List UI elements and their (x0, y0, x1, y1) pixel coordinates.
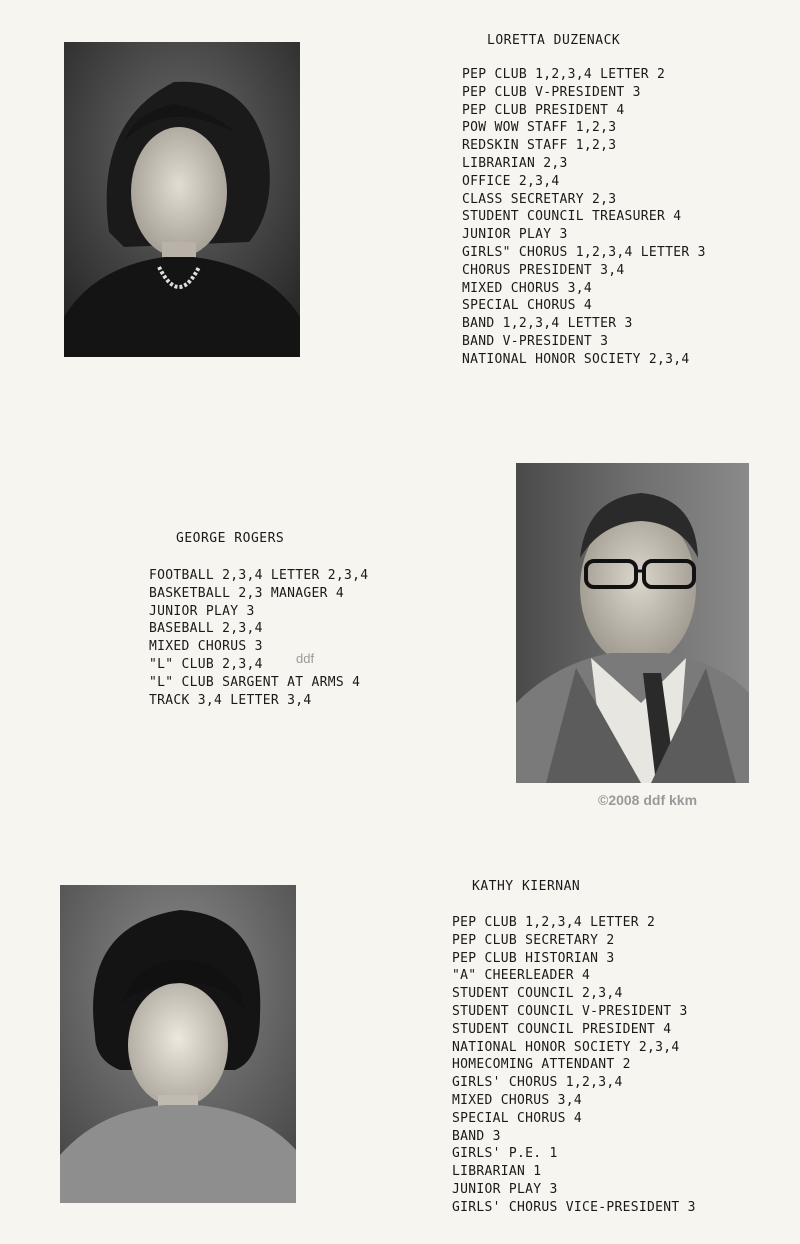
activity-item: STUDENT COUNCIL TREASURER 4 (462, 209, 682, 225)
portrait-kathy-kiernan (60, 885, 296, 1203)
activity-item: JUNIOR PLAY 3 (462, 227, 568, 243)
activity-item: LIBRARIAN 2,3 (462, 155, 568, 171)
activity-item: JUNIOR PLAY 3 (452, 1181, 558, 1197)
activity-item: MIXED CHORUS 3,4 (462, 280, 593, 296)
activity-item: HOMECOMING ATTENDANT 2 (452, 1057, 631, 1073)
activity-list-kathy (452, 914, 696, 1217)
activity-item: "A" CHEERLEADER 4 (452, 968, 591, 984)
activity-item: PEP CLUB SECRETARY 2 (452, 932, 615, 948)
activity-item: BAND 1,2,3,4 LETTER 3 (462, 316, 633, 332)
activity-item: SPECIAL CHORUS 4 (452, 1110, 583, 1126)
activity-item: CHORUS PRESIDENT 3,4 (462, 262, 625, 278)
activity-item: STUDENT COUNCIL V-PRESIDENT 3 (452, 1003, 688, 1019)
activity-item: POW WOW STAFF 1,2,3 (462, 120, 617, 136)
activity-item: BAND 3 (452, 1128, 501, 1144)
activity-list-george (149, 567, 368, 709)
student-name-george: GEORGE ROGERS (176, 531, 285, 546)
activity-item: CLASS SECRETARY 2,3 (462, 191, 617, 207)
activity-list-loretta (462, 66, 706, 369)
portrait-george-rogers (516, 463, 749, 783)
activity-item: GIRLS' CHORUS 1,2,3,4 (452, 1075, 623, 1091)
activity-item: FOOTBALL 2,3,4 LETTER 2,3,4 (149, 568, 369, 583)
activity-item: "L" CLUB 2,3,4 (149, 656, 263, 672)
watermark-small: ddf (296, 651, 315, 666)
student-name-kathy: KATHY KIERNAN (472, 879, 581, 894)
activity-item: GIRLS' CHORUS VICE-PRESIDENT 3 (452, 1199, 696, 1215)
activity-item: SPECIAL CHORUS 4 (462, 298, 593, 314)
activity-item: LIBRARIAN 1 (452, 1164, 542, 1180)
activity-item: REDSKIN STAFF 1,2,3 (462, 138, 617, 154)
activity-item: "L" CLUB SARGENT AT ARMS 4 (149, 674, 361, 690)
activity-item: MIXED CHORUS 3 (149, 639, 263, 655)
portrait-loretta-duzenack (64, 42, 300, 357)
activity-item: GIRLS" CHORUS 1,2,3,4 LETTER 3 (462, 244, 706, 260)
activity-item: NATIONAL HONOR SOCIETY 2,3,4 (462, 351, 690, 367)
activity-item: PEP CLUB HISTORIAN 3 (452, 950, 615, 966)
activity-item: PEP CLUB 1,2,3,4 LETTER 2 (452, 915, 656, 930)
watermark-copyright: ©2008 ddf kkm (598, 792, 698, 808)
student-name-loretta: LORETTA DUZENACK (487, 33, 621, 48)
activity-item: STUDENT COUNCIL PRESIDENT 4 (452, 1021, 672, 1037)
activity-item: BAND V-PRESIDENT 3 (462, 333, 609, 349)
activity-item: PEP CLUB PRESIDENT 4 (462, 102, 625, 118)
activity-item: STUDENT COUNCIL 2,3,4 (452, 986, 623, 1002)
activity-item: GIRLS' P.E. 1 (452, 1146, 558, 1162)
activity-item: BASEBALL 2,3,4 (149, 621, 263, 637)
activity-item: MIXED CHORUS 3,4 (452, 1092, 583, 1108)
activity-item: PEP CLUB V-PRESIDENT 3 (462, 84, 641, 100)
activity-item: BASKETBALL 2,3 MANAGER 4 (149, 585, 345, 601)
activity-item: JUNIOR PLAY 3 (149, 603, 255, 619)
activity-item: TRACK 3,4 LETTER 3,4 (149, 692, 312, 708)
activity-item: OFFICE 2,3,4 (462, 173, 560, 189)
activity-item: NATIONAL HONOR SOCIETY 2,3,4 (452, 1039, 680, 1055)
activity-item: PEP CLUB 1,2,3,4 LETTER 2 (462, 67, 666, 82)
